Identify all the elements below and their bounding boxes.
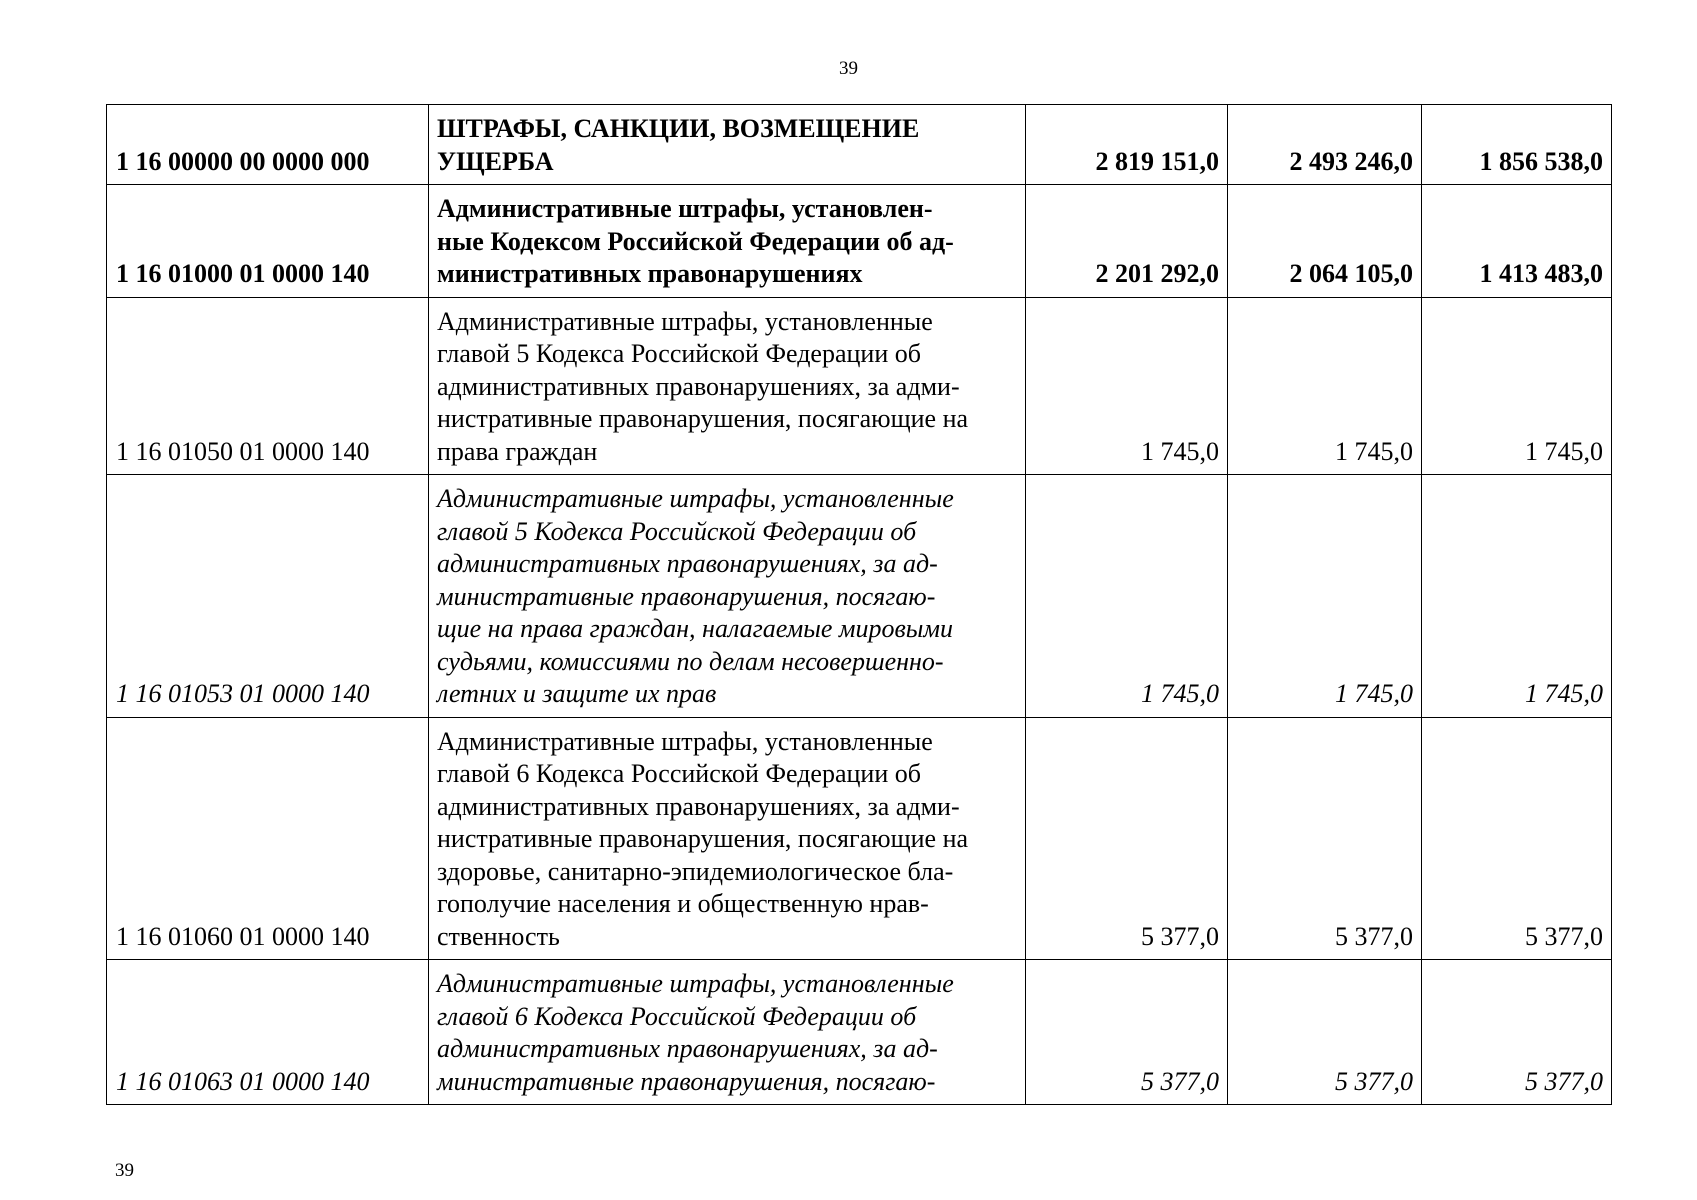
amount-cell-year-3: 1 413 483,0 [1422,185,1612,298]
description-line: административных правонарушениях, за адми- [437,791,960,821]
description-line: главой 6 Кодекса Российской Федерации об [437,759,921,788]
amount-cell-year-3: 5 377,0 [1422,717,1612,960]
description-line: летних и защите их прав [437,679,717,708]
income-description-cell [429,297,1026,475]
description-line: нистративные правонарушения, посягающие на [437,404,969,433]
income-description-cell [429,475,1026,718]
budget-code-cell: 1 16 01063 01 0000 140 [107,960,429,1105]
description-line: права граждан [437,436,598,466]
description-line: главой 5 Кодекса Российской Федерации об [437,516,917,546]
description-line: ные Кодексом Российской Федерации об ад- [437,226,954,256]
description-line: ШТРАФЫ, САНКЦИИ, ВОЗМЕЩЕНИЕ [437,114,920,143]
amount-cell-year-3: 1 745,0 [1422,475,1612,718]
table-row [107,185,1612,298]
amount-cell-year-1: 1 745,0 [1026,475,1228,718]
table-row [107,717,1612,960]
page-number-bottom: 39 [115,1160,134,1181]
amount-cell-year-2: 1 745,0 [1228,475,1422,718]
description-line: УЩЕРБА [437,146,554,176]
description-line: министративные правонарушения, посягаю- [437,581,936,611]
amount-cell-year-3: 1 856 538,0 [1422,105,1612,185]
table-row [107,475,1612,718]
income-description-cell [429,717,1026,960]
description-line: Административные штрафы, установленные [437,484,954,513]
description-line: судьями, комиссиями по делам несовершенно- [437,646,944,676]
budget-code-cell: 1 16 00000 00 0000 000 [107,105,429,185]
amount-cell-year-3: 1 745,0 [1422,297,1612,475]
description-line: Административные штрафы, установленные [437,306,933,336]
description-line: здоровье, санитарно-эпидемиологическое бла- [437,856,954,886]
budget-code-cell: 1 16 01053 01 0000 140 [107,475,429,718]
description-line: Административные штрафы, установленные [437,726,933,756]
income-description-cell [429,185,1026,298]
description-line: административных правонарушениях, за адми- [437,371,960,401]
amount-cell-year-2: 2 064 105,0 [1228,185,1422,298]
description-line: главой 5 Кодекса Российской Федерации об [437,339,921,368]
description-line: Административные штрафы, установленные [437,969,954,998]
budget-code-cell: 1 16 01000 01 0000 140 [107,185,429,298]
budget-code-cell: 1 16 01050 01 0000 140 [107,297,429,475]
table-body [107,105,1612,1105]
table-row [107,960,1612,1105]
amount-cell-year-3: 5 377,0 [1422,960,1612,1105]
description-line: нистративные правонарушения, посягающие на [437,824,969,853]
description-line: главой 6 Кодекса Российской Федерации об [437,1001,917,1031]
description-line: гополучие населения и общественную нрав- [437,889,929,918]
amount-cell-year-1: 5 377,0 [1026,717,1228,960]
amount-cell-year-2: 5 377,0 [1228,717,1422,960]
table-row [107,297,1612,475]
page-number-top: 39 [839,58,858,79]
description-line: административных правонарушениях, за ад- [437,549,938,578]
description-line: министративных правонарушениях [437,259,863,288]
description-line: Административные штрафы, установлен- [437,194,933,223]
amount-cell-year-1: 1 745,0 [1026,297,1228,475]
description-line: министративные правонарушения, посягаю- [437,1066,936,1096]
table-row [107,105,1612,185]
budget-table [106,104,1612,1105]
amount-cell-year-2: 2 493 246,0 [1228,105,1422,185]
amount-cell-year-1: 2 819 151,0 [1026,105,1228,185]
budget-code-cell: 1 16 01060 01 0000 140 [107,717,429,960]
amount-cell-year-1: 5 377,0 [1026,960,1228,1105]
income-description-cell [429,960,1026,1105]
income-description-cell [429,105,1026,185]
amount-cell-year-2: 5 377,0 [1228,960,1422,1105]
description-line: щие на права граждан, налагаемые мировыми [437,614,953,643]
amount-cell-year-2: 1 745,0 [1228,297,1422,475]
description-line: ственность [437,921,560,951]
description-line: административных правонарушениях, за ад- [437,1034,938,1063]
amount-cell-year-1: 2 201 292,0 [1026,185,1228,298]
